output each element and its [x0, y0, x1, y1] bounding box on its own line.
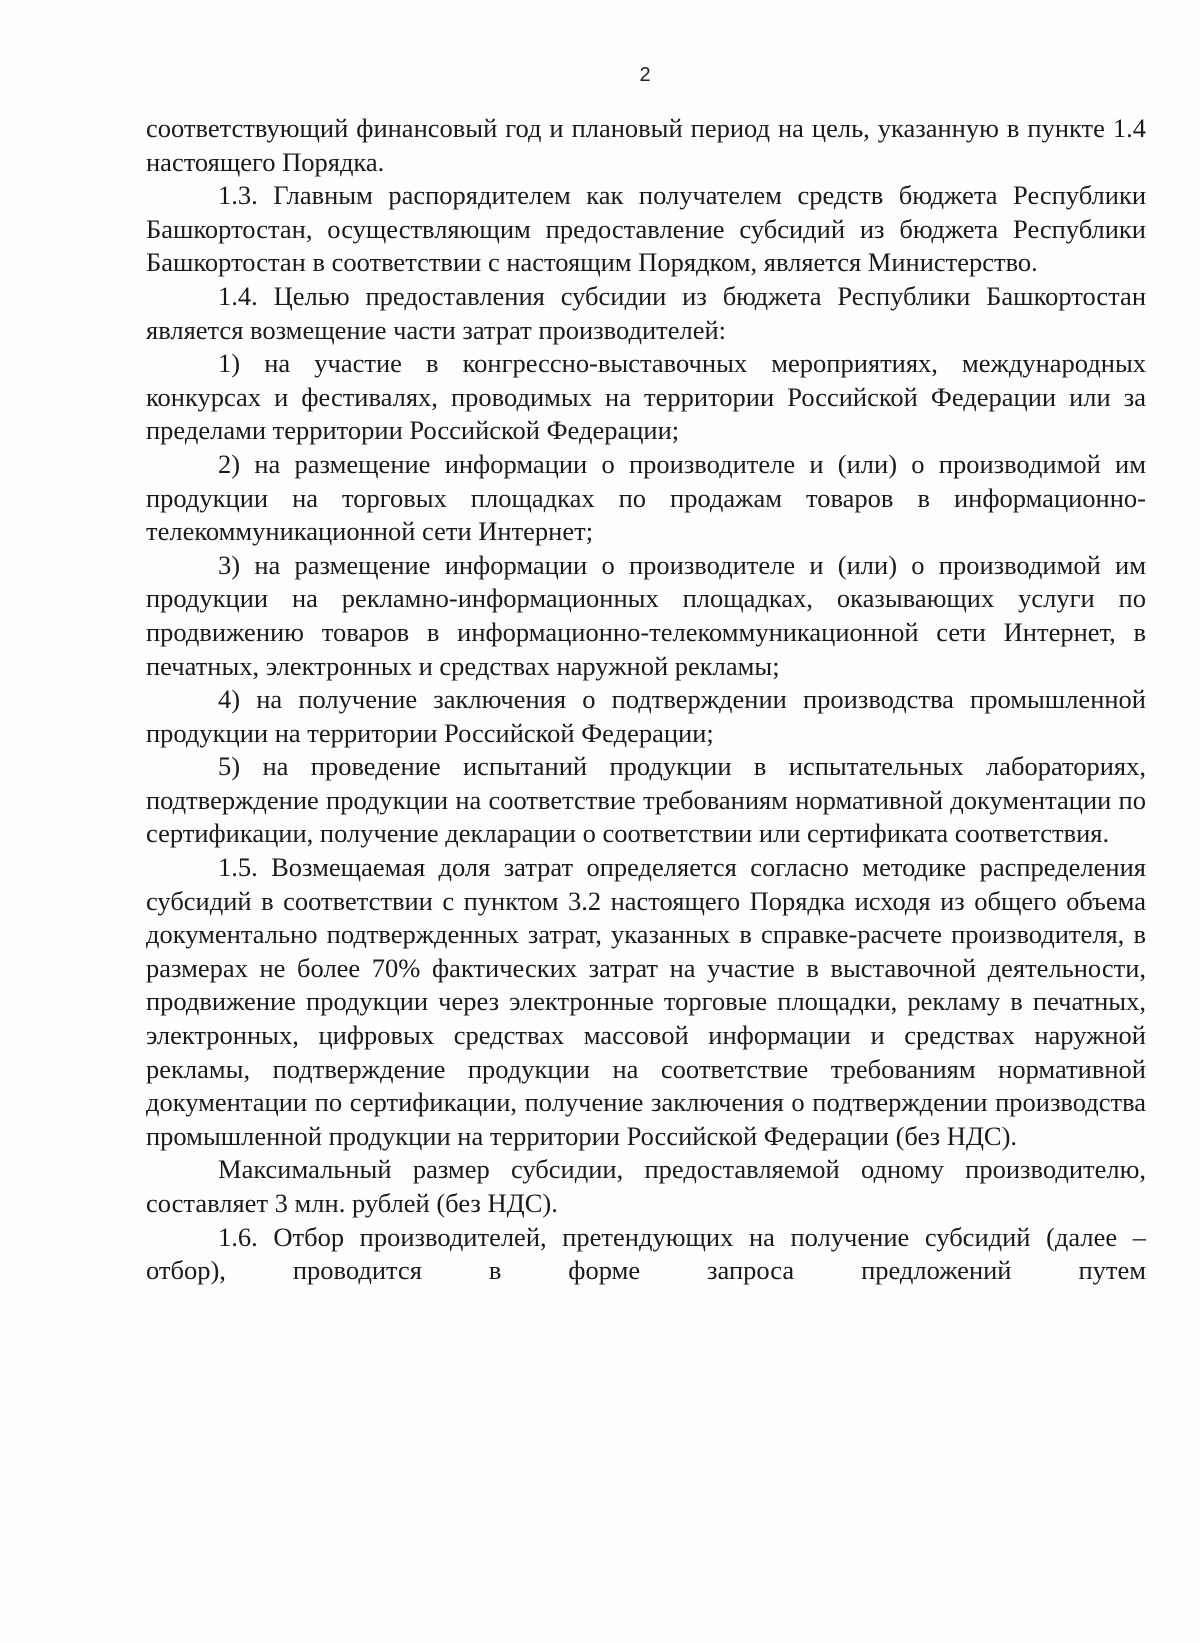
page-number: 2 [639, 64, 651, 86]
paragraph-1-4: 1.4. Целью предоставления субсидии из бюджета Республики Башкортостан является возмещение части затрат производителей: [146, 280, 1146, 345]
list-item-2: 2) на размещение информации о производителе и (или) о производимой им продукции на торговых площадках по продажам товаров в информационно-телекоммуникационной сети Интернет; [146, 448, 1146, 547]
paragraph-max-subsidy: Максимальный размер субсидии, предоставляемой одному производителю, составляет 3 млн. рублей (без НДС). [146, 1154, 1146, 1218]
list-item-4: 4) на получение заключения о подтверждении производства промышленной продукции на территории Российской Федерации; [146, 684, 1146, 748]
paragraph-1-6: 1.6. Отбор производителей, претендующих на получение субсидий (далее – отбор), проводится в форме запроса предложений путем [146, 1221, 1146, 1286]
document-body [146, 112, 1146, 1288]
paragraph-1-5: 1.5. Возмещаемая доля затрат определяется согласно методике распределения субсидий в соответствии с пунктом 3.2 настоящего Порядка исходя из общего объема документально подтвержденных затрат, указанных в справке-расчете производителя, в размерах не более 70% фактических затрат на участие в выставочной деятельности, продвижение продукции через электронные торговые площадки, рекламу в печатных, электронных, цифровых средствах массовой информации и средствах наружной рекламы, подтверждение продукции на соответствие требованиям нормативной документации по сертификации, получение заключения о подтверждении производства промышленной продукции на территории Российской Федерации (без НДС). [146, 852, 1146, 1151]
list-item-5: 5) на проведение испытаний продукции в испытательных лабораториях, подтверждение продукции на соответствие требованиям нормативной документации по сертификации, получение декларации о соответствии или сертификата соответствия. [146, 751, 1146, 849]
paragraph-1-3: 1.3. Главным распорядителем как получателем средств бюджета Республики Башкортостан, осуществляющим предоставление субсидий из бюджета Республики Башкортостан в соответствии с настоящим Порядком, является Министерство. [146, 180, 1146, 278]
list-item-1: 1) на участие в конгрессно-выставочных мероприятиях, международных конкурсах и фестивалях, проводимых на территории Российской Федерации или за пределами территории Российской Федерации; [146, 348, 1146, 446]
paragraph: соответствующий финансовый год и плановый период на цель, указанную в пункте 1.4 настоящего Порядка. [146, 113, 1146, 177]
list-item-3: 3) на размещение информации о производителе и (или) о производимой им продукции на рекламно-информационных площадках, оказывающих услуги по продвижению товаров в информационно-телекоммуникационной сети Интернет, в печатных, электронных и средствах наружной рекламы; [146, 549, 1146, 681]
